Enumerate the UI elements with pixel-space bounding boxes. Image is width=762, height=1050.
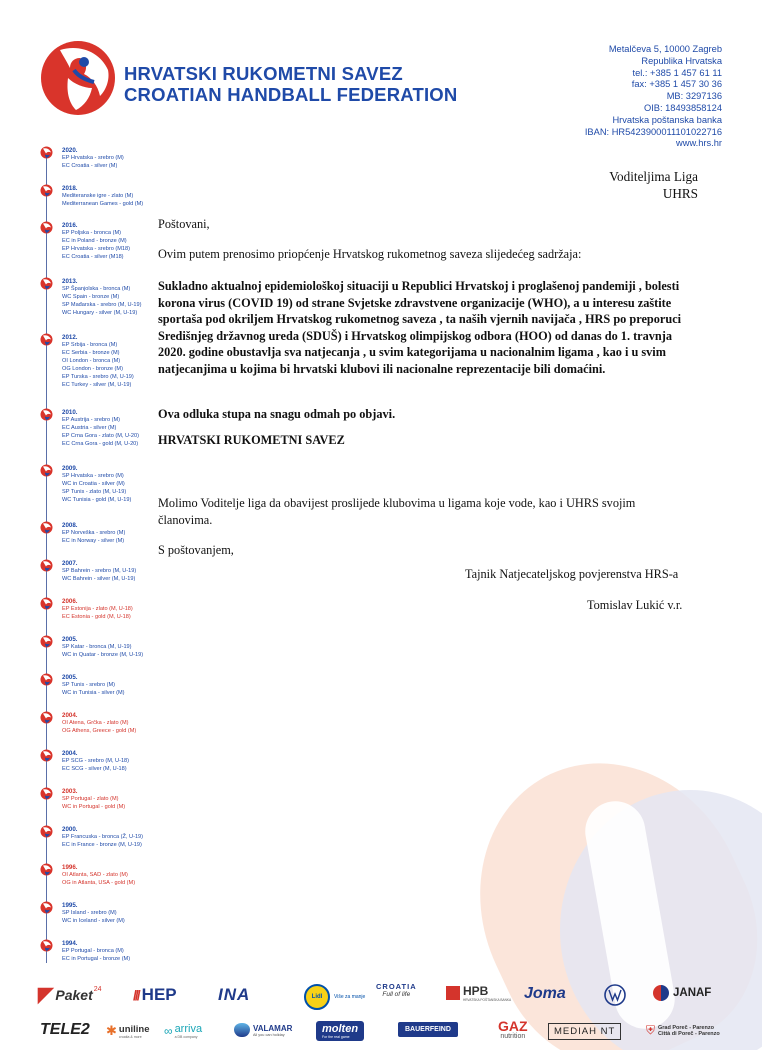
- effective-paragraph: Ova odluka stupa na snagu odmah po objavi.: [158, 407, 396, 421]
- handball-icon: [40, 635, 53, 648]
- timeline-result: EP Hrvatska - srebro (M): [62, 155, 124, 161]
- sponsor-paket24: [38, 982, 102, 1007]
- timeline-result: WC Spain - bronze (M): [62, 293, 120, 300]
- sponsor-tele2-text: TELE2: [40, 1021, 90, 1038]
- timeline-result: EC in Norway - silver (M): [62, 537, 125, 544]
- timeline-result: Mediteranske igre - zlato (M): [62, 193, 134, 199]
- recipient-line-2: UHRS: [662, 186, 698, 201]
- sponsor-gaz: [498, 1019, 528, 1040]
- statement-paragraph: Sukladno aktualnoj epidemiološkoj situaciji u Republici Hrvatskoj i proglašenoj pandemiji , bolesti korona virus (COVID 19) od strane Svjetske zdravstvene organizacije (WHO), a u interesu zaštite sportaša pod okriljem Hrvatskog rukometnog saveza , ta naših vjernih navijača , HRS po preporuci Središnjeg državnog ureda (SDUŠ) i Hrvatskog olimpijskog odbora (HOO) od danas do 1. travnja 2020. godine obustavlja sva natjecanja , u svim kategorijama u nacionalnim ligama , kao i u svim natjecanjima u kojima bi hrvatski klubovi ili nacionalne reprezentacije bili domaćini.: [158, 279, 682, 376]
- timeline-result: EC in France - bronze (M, U-19): [62, 841, 142, 848]
- timeline-result: OG Athens, Greece - gold (M): [62, 727, 137, 734]
- handball-icon: [40, 825, 53, 838]
- timeline-result: WC Bahrein - silver (M, U-19): [62, 575, 136, 582]
- timeline-result: EP Poljska - bronca (M): [62, 230, 121, 236]
- sponsor-paket-sup: 24: [93, 986, 102, 993]
- greeting: Poštovani,: [158, 217, 210, 231]
- sponsor-gaz-text: GAZ: [498, 1018, 528, 1034]
- sponsor-lidl-text: Lidl: [304, 984, 330, 1010]
- sponsor-lidl-tag: Više za manje: [334, 994, 366, 1000]
- sponsor-ina: [218, 985, 250, 1005]
- timeline-result: EC in Poland - bronze (M): [62, 237, 127, 244]
- timeline-result: EP Turska - srebro (M, U-19): [62, 373, 134, 380]
- timeline-result: WC Tunisia - gold (M, U-19): [62, 496, 132, 503]
- federation-name-hr: HRVATSKI RUKOMETNI SAVEZ: [124, 63, 403, 84]
- handball-icon: [40, 673, 53, 686]
- timeline-result: EP Norveška - srebro (M): [62, 530, 126, 536]
- timeline-result: EC Estonia - gold (M, U-18): [62, 613, 131, 620]
- sponsor-molten: [316, 1021, 364, 1041]
- sponsor-uniline: [106, 1023, 150, 1039]
- sponsor-ina-text: INA: [218, 985, 251, 1004]
- timeline-result: EC SCG - silver (M, U-18): [62, 765, 127, 772]
- timeline-year: 2020.: [62, 147, 78, 154]
- handball-icon: [40, 277, 53, 290]
- contact-country: Republika Hrvatska: [641, 55, 722, 66]
- timeline-year: 2004.: [62, 750, 78, 757]
- valamar-shell-icon: [234, 1023, 250, 1037]
- timeline-result: OG London - bronze (M): [62, 365, 123, 372]
- timeline-result: EC Austria - silver (M): [62, 424, 117, 431]
- recipient-line-1: Voditeljima Liga: [609, 169, 698, 184]
- timeline-year: 2012.: [62, 334, 78, 341]
- timeline-year: 2009.: [62, 465, 78, 472]
- timeline-result: SP Bahrein - srebro (M, U-19): [62, 568, 137, 574]
- timeline-year: 2005.: [62, 674, 78, 681]
- sponsor-lidl: [304, 984, 365, 1010]
- sponsor-croatia: [376, 982, 417, 998]
- sponsor-paket-text: Paket: [55, 986, 93, 1003]
- timeline-result: SP Portugal - zlato (M): [62, 796, 119, 802]
- timeline-result: WC in Iceland - silver (M): [62, 917, 125, 924]
- issuer-line: HRVATSKI RUKOMETNI SAVEZ: [158, 433, 345, 447]
- arriva-swirl-icon: ∞: [164, 1024, 173, 1038]
- handball-icon: [40, 221, 53, 234]
- timeline-result: SP Španjolska - bronca (M): [62, 286, 131, 292]
- request-paragraph: Molimo Voditelje liga da obavijest proslijede klubovima u ligama koje vode, kao i UHRS svojim članovima.: [158, 496, 636, 527]
- timeline-year: 2010.: [62, 409, 78, 416]
- sponsor-arriva-tag: a DB company: [174, 1035, 198, 1039]
- sponsor-hep-text: HEP: [141, 985, 177, 1004]
- contact-fax: fax: +385 1 457 30 36: [631, 79, 722, 90]
- timeline-result: SP Katar - bronca (M, U-19): [62, 644, 132, 650]
- sponsor-porec-text: Grad Poreč - Parenzo: [658, 1024, 714, 1031]
- timeline-result: SP Island - srebro (M): [62, 910, 117, 916]
- contact-website[interactable]: www.hrs.hr: [676, 138, 722, 149]
- timeline-year: 2005.: [62, 636, 78, 643]
- timeline-year: 2000.: [62, 826, 78, 833]
- sponsor-hpb-tag: HRVATSKA POŠTANSKA BANKA: [463, 998, 512, 1002]
- sponsor-medianet: [548, 1023, 621, 1040]
- hep-stripes-icon: ///: [133, 987, 139, 1003]
- handball-icon: [40, 939, 53, 952]
- timeline-year: 2013.: [62, 278, 78, 285]
- sponsor-gaz-tag: nutrition: [500, 1033, 526, 1040]
- timeline-result: WC in Portugal - gold (M): [62, 803, 126, 810]
- timeline-year: 2003.: [62, 788, 78, 795]
- signer-name: Tomislav Lukić v.r.: [587, 598, 683, 612]
- timeline-result: EP Francuska - bronca (Ž, U-19): [62, 834, 144, 840]
- timeline-result: OI Atlanta, SAD - zlato (M): [62, 872, 128, 878]
- contact-block: [585, 44, 722, 150]
- timeline-year: 2016.: [62, 222, 78, 229]
- contact-iban: IBAN: HR5423900011101022716: [584, 126, 722, 137]
- paket-swoosh-icon: ◤: [38, 984, 54, 1006]
- timeline-result: WC Hungary - silver (M, U-19): [62, 309, 138, 316]
- timeline-year: 2018.: [62, 185, 78, 192]
- handball-icon: [40, 863, 53, 876]
- sponsor-arriva-text: arriva: [174, 1023, 203, 1035]
- timeline-result: EC Croatia - silver (M): [62, 162, 118, 169]
- contact-mb: MB: 3297136: [666, 91, 722, 102]
- timeline-year: 1996.: [62, 864, 78, 871]
- federation-logo-icon: [40, 40, 116, 116]
- sponsor-joma: [524, 985, 566, 1003]
- handball-icon: [40, 146, 53, 159]
- timeline-result: EC Turkey - silver (M, U-19): [62, 381, 132, 388]
- handball-icon: [40, 749, 53, 762]
- sponsor-bauerfeind-text: BAUERFEIND: [398, 1022, 458, 1037]
- sponsor-hpb-text: HPB: [463, 984, 489, 998]
- handball-icon: [40, 333, 53, 346]
- intro-paragraph: Ovim putem prenosimo priopćenje Hrvatskog rukometnog saveza slijedećeg sadržaja:: [158, 247, 582, 261]
- handball-icon: [40, 408, 53, 421]
- timeline-result: OI London - bronca (M): [62, 357, 121, 364]
- sponsor-hpb: [446, 984, 511, 1002]
- timeline-year: 2004.: [62, 712, 78, 719]
- contact-oib: OIB: 18493858124: [643, 102, 722, 113]
- timeline-result: EC Serbia - bronze (M): [62, 349, 120, 356]
- timeline-result: EP Austrija - srebro (M): [62, 417, 121, 423]
- hpb-square-icon: [446, 986, 460, 1000]
- timeline-result: EP Portugal - bronca (M): [62, 948, 124, 954]
- timeline-result: EP Hrvatska - srebro (M18): [62, 245, 130, 252]
- timeline-result: Mediterranean Games - gold (M): [62, 200, 144, 207]
- handball-icon: [40, 901, 53, 914]
- sponsor-medianet-text: MEDIAH NT: [548, 1023, 621, 1040]
- sponsor-uniline-text: uniline: [118, 1023, 150, 1035]
- sponsor-valamar: [234, 1023, 292, 1037]
- timeline-result: EP Srbija - bronca (M): [62, 342, 118, 348]
- timeline-result: EP SCG - srebro (M, U-18): [62, 758, 130, 764]
- sponsor-arriva: [164, 1023, 202, 1039]
- sponsor-molten-tag: For the real game: [322, 1035, 350, 1039]
- federation-name-en: CROATIAN HANDBALL FEDERATION: [124, 84, 458, 105]
- sponsor-porec-text-2: Città di Poreč - Parenzo: [658, 1030, 720, 1037]
- sponsor-croatia-tag: Full of life: [382, 991, 411, 998]
- handball-icon: [40, 184, 53, 197]
- timeline-result: OG in Atlanta, USA - gold (M): [62, 879, 136, 886]
- timeline-result: OI Atena, Grčka - zlato (M): [62, 720, 129, 726]
- signer-title: Tajnik Natjecateljskog povjerenstva HRS-a: [465, 567, 679, 581]
- timeline-year: 2008.: [62, 522, 78, 529]
- handball-icon: [40, 711, 53, 724]
- sponsor-hep: [133, 985, 177, 1005]
- timeline-year: 1995.: [62, 902, 78, 909]
- timeline-result: SP Mađarska - srebro (M, U-19): [62, 301, 142, 308]
- timeline-year: 2007.: [62, 560, 78, 567]
- timeline-result: EC in Portugal - bronze (M): [62, 955, 131, 962]
- timeline-result: WC in Croatia - silver (M): [62, 480, 125, 487]
- contact-phone: tel.: +385 1 457 61 11: [632, 67, 722, 78]
- timeline-result: EP Estonija - zlato (M, U-18): [62, 606, 133, 612]
- sponsor-valamar-text: VALAMAR: [253, 1023, 293, 1033]
- federation-name: [124, 63, 457, 105]
- contact-address: Metalčeva 5, 10000 Zagreb: [608, 44, 722, 54]
- timeline-result: WC in Tunisia - silver (M): [62, 689, 125, 696]
- contact-bank: Hrvatska poštanska banka: [612, 114, 722, 125]
- handball-icon: [40, 787, 53, 800]
- handball-icon: [40, 559, 53, 572]
- sponsor-vw: [604, 984, 626, 1006]
- closing-line: S poštovanjem,: [158, 543, 234, 557]
- handball-icon: [40, 464, 53, 477]
- sponsor-janaf: [653, 985, 711, 1001]
- sponsor-tele2: [40, 1021, 90, 1039]
- timeline-result: SP Tunis - zlato (M, U-19): [62, 488, 127, 495]
- timeline-result: EP Crna Gora - zlato (M, U-20): [62, 432, 139, 439]
- handball-icon: [40, 597, 53, 610]
- sponsor-croatia-text: CROATIA: [376, 982, 417, 991]
- timeline-result: EC Croatia - silver (M18): [62, 253, 124, 260]
- sponsor-uniline-tag: croatia & more: [118, 1034, 142, 1039]
- timeline-result: WC in Quatar - bronze (M, U-19): [62, 651, 144, 658]
- porec-crest-icon: ⛨: [646, 1023, 656, 1037]
- timeline-result: SP Hrvatska - srebro (M): [62, 473, 124, 479]
- uniline-star-icon: ✱: [106, 1023, 117, 1038]
- recipient-block: [609, 168, 698, 202]
- sponsor-valamar-tag: All you can holiday: [253, 1032, 285, 1037]
- janaf-circle-icon: [653, 985, 669, 1001]
- vw-logo-icon: [604, 984, 626, 1006]
- timeline-result: SP Tunis - srebro (M): [62, 682, 116, 688]
- sponsor-janaf-text: JANAF: [673, 987, 712, 999]
- sponsor-bauerfeind: [398, 1022, 458, 1037]
- handball-icon: [40, 521, 53, 534]
- sponsor-joma-text: Joma: [524, 985, 566, 1002]
- sponsor-molten-text: molten: [322, 1023, 359, 1035]
- timeline-result: EC Crna Gora - gold (M, U-20): [62, 440, 139, 447]
- timeline-year: 1994.: [62, 940, 78, 947]
- sponsor-porec: [646, 1023, 720, 1038]
- timeline-year: 2006.: [62, 598, 78, 605]
